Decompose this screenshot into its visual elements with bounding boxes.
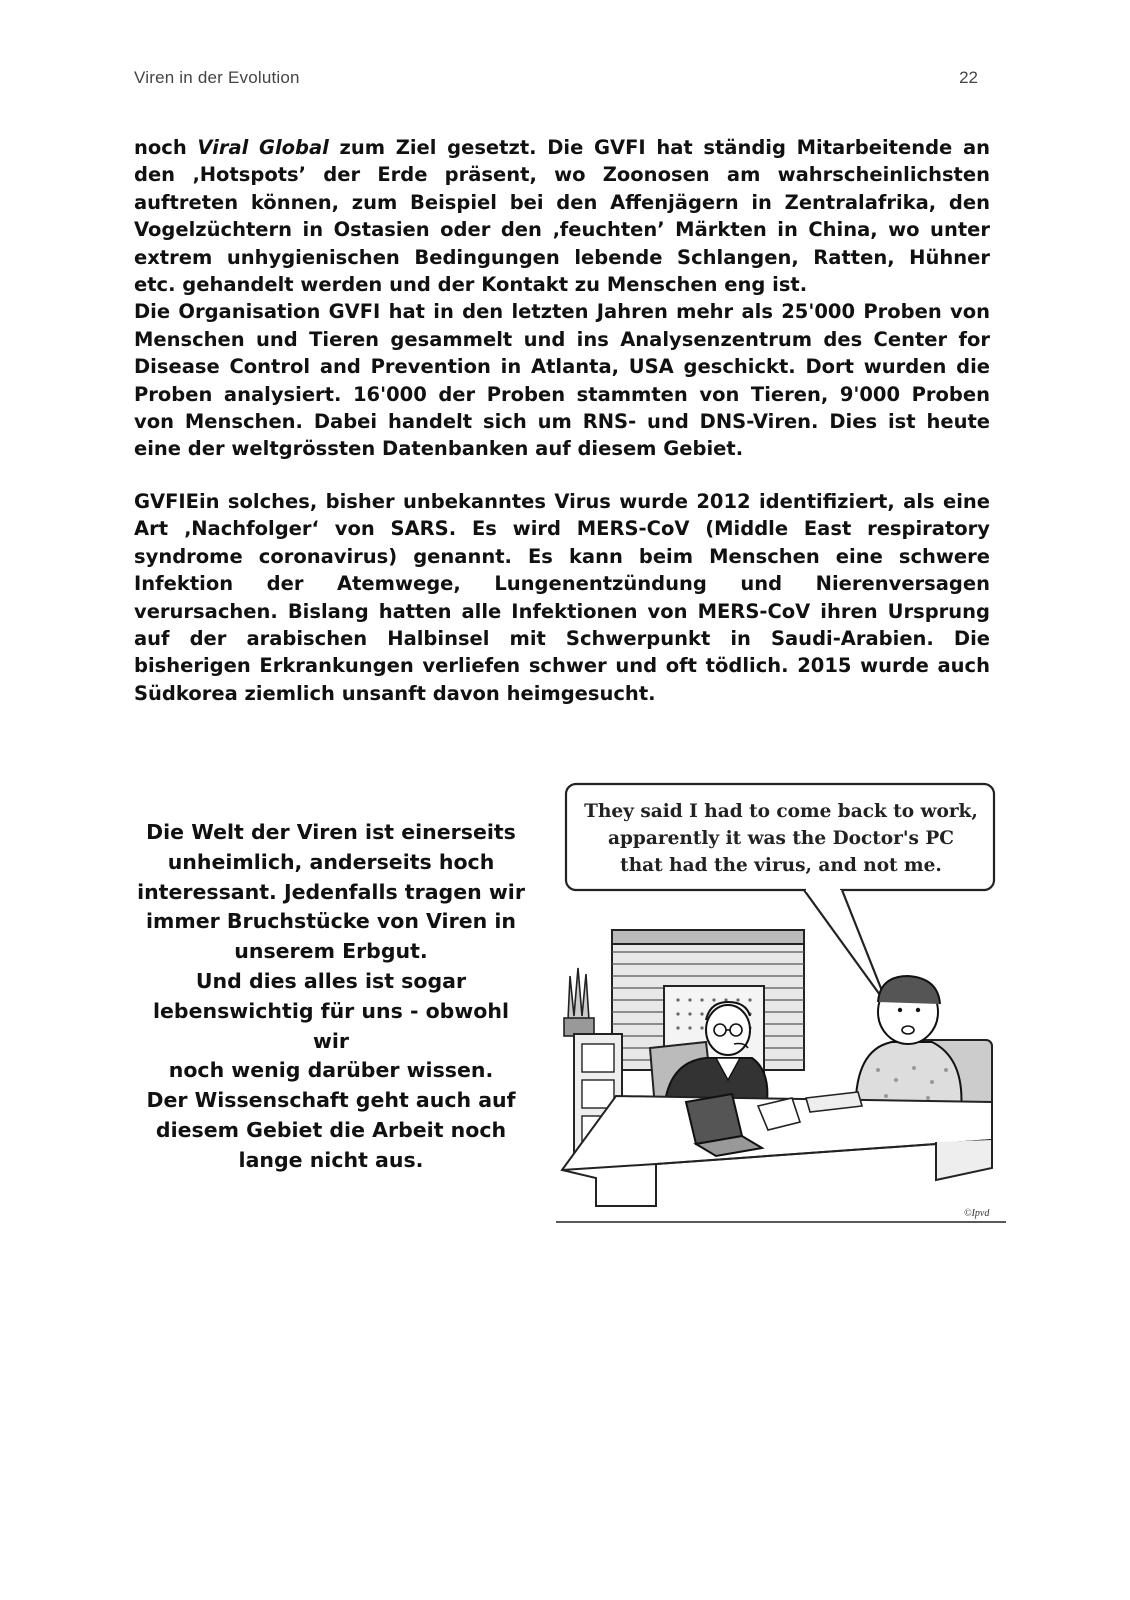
caption-line: unserem Erbgut. <box>234 939 428 964</box>
caption-line: Der Wissenschaft geht auch auf <box>146 1088 516 1113</box>
paragraph-gvfi <box>134 134 990 463</box>
page-number: 22 <box>959 68 978 87</box>
caption-line: interessant. Jedenfalls tragen wir <box>137 879 525 904</box>
caption-line: Die Welt der Viren ist einerseits <box>146 820 516 844</box>
caption-line: lebenswichtig für uns - obwohl wir <box>153 998 509 1053</box>
bubble-line: apparently it was the Doctor's PC <box>608 828 954 849</box>
caption-line: unheimlich, anderseits hoch <box>167 849 495 874</box>
caption-line: noch wenig darüber wissen. <box>168 1058 494 1083</box>
bubble-line: that had the virus, and not me. <box>620 855 942 876</box>
caption-line: Und dies alles ist sogar <box>195 968 467 993</box>
cartoon-copyright: ©Ipvd <box>964 1208 990 1219</box>
caption-block <box>132 818 530 1176</box>
caption-line: lange nicht aus. <box>238 1147 424 1172</box>
caption-line: diesem Gebiet die Arbeit noch <box>155 1117 507 1142</box>
paragraph-gvfi-second: Die Organisation GVFI hat in den letzten Jahren mehr als 25'000 Proben von Menschen und Tieren gesammelt und ins Analysenzentrum des Center for Disease Control and Prevention in Atlanta, USA geschickt. Dort wurden die Proben analysiert. 16'000 der Proben stammten von Tieren, 9'000 Proben von Menschen. Dabei handelt sich um RNS- und DNS-Viren. Dies ist heute eine der weltgrössten Datenbanken auf diesem Gebiet. <box>134 300 990 461</box>
caption-line: immer Bruchstücke von Viren in <box>146 909 516 934</box>
paragraph-mers: GVFIEin solches, bisher unbekanntes Virus wurde 2012 identifiziert, als eine Art ‚Nachfolger‘ von SARS. Es wird MERS-CoV (Middle East respiratory syndrome coronavirus) genannt. Es kann beim Menschen eine schwere Infektion der Atemwege, Lungenentzündung und Nierenversagen verursachen. Bislang hatten alle Infektionen von MERS-CoV ihren Ursprung auf der arabischen Halbinsel mit Schwerpunkt in Saudi-Arabien. Die bisherigen Erkrankungen verliefen schwer und oft tödlich. 2015 wurde auch Südkorea ziemlich unsanft davon heimgesucht. <box>134 490 990 705</box>
viral-global-italic: Viral Global <box>197 136 329 159</box>
potted-plant <box>564 968 594 1036</box>
running-header-title: Viren in der Evolution <box>134 68 300 87</box>
paragraph-gvfi-first: noch Viral Global zum Ziel gesetzt. Die GVFI hat ständig Mitarbeitende an den ‚Hotspots’ der Erde präsent, wo Zoonosen am wahrscheinlichsten auftreten können, zum Beispiel bei den Affenjägern in Zentralafrika, den Vogelzüchtern in Ostasien oder den ‚feuchten’ Märkten in China, wo unter extrem unhygienischen Bedingungen lebende Schlangen, Ratten, Hühner etc. gehandelt werden und der Kontakt zu Menschen eng ist. <box>134 136 990 297</box>
speech-bubble-text <box>562 798 1000 879</box>
bubble-line: They said I had to come back to work, <box>584 801 978 822</box>
